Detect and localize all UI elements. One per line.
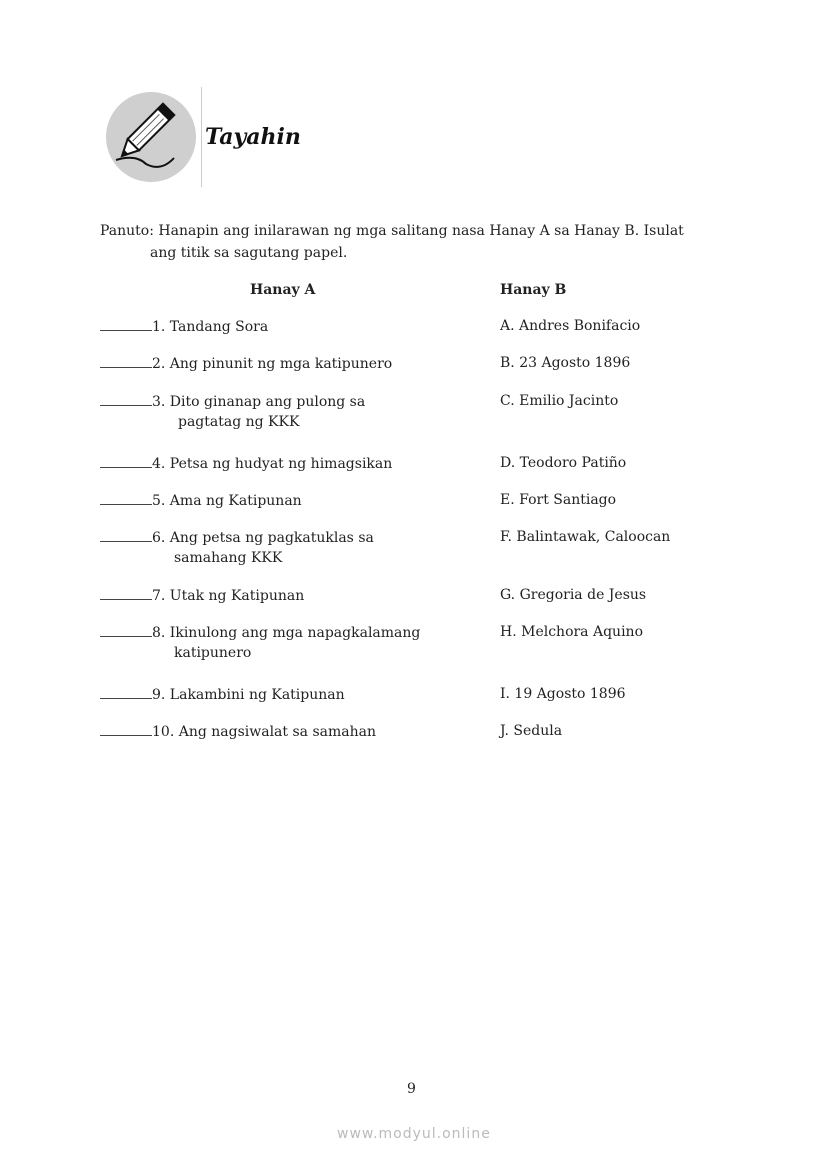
item-description: 9. Lakambini ng Katipunan: [152, 687, 345, 703]
column-a-header: Hanay A: [250, 282, 316, 298]
answer-blank[interactable]: [100, 455, 152, 468]
answer-item: [100, 624, 420, 641]
item-description: 3. Dito ginanap ang pulong sa: [152, 394, 366, 410]
choice-item: E. Fort Santiago: [500, 492, 617, 508]
answer-blank[interactable]: [100, 355, 152, 368]
choice-item: F. Balintawak, Caloocan: [500, 529, 671, 545]
item-description-cont: katipunero: [174, 645, 252, 661]
item-description: 10. Ang nagsiwalat sa samahan: [152, 724, 376, 740]
choice-item: C. Emilio Jacinto: [500, 393, 619, 409]
answer-blank[interactable]: [100, 686, 152, 699]
pencil-icon: [106, 92, 196, 182]
instructions-line-1: Panuto: Hanapin ang inilarawan ng mga salitang nasa Hanay A sa Hanay B. Isulat: [100, 223, 684, 239]
item-description: 5. Ama ng Katipunan: [152, 493, 302, 509]
answer-item: [100, 587, 304, 604]
answer-item: [100, 686, 345, 703]
section-title: Tayahin: [205, 124, 301, 150]
item-description: 4. Petsa ng hudyat ng himagsikan: [152, 456, 393, 472]
divider: [201, 87, 202, 187]
watermark: www.modyul.online: [337, 1126, 491, 1142]
answer-item: [100, 455, 392, 472]
item-description: 2. Ang pinunit ng mga katipunero: [152, 356, 393, 372]
column-b-header: Hanay B: [500, 282, 567, 298]
instructions-line-2: ang titik sa sagutang papel.: [150, 245, 348, 261]
answer-blank[interactable]: [100, 587, 152, 600]
answer-item: [100, 393, 365, 410]
item-description: 1. Tandang Sora: [152, 319, 269, 335]
answer-item: [100, 318, 268, 335]
choice-item: B. 23 Agosto 1896: [500, 355, 631, 371]
choice-item: D. Teodoro Patiño: [500, 455, 627, 471]
page-number: 9: [407, 1081, 416, 1097]
answer-blank[interactable]: [100, 393, 152, 406]
choice-item: H. Melchora Aquino: [500, 624, 643, 640]
answer-item: [100, 355, 392, 372]
choice-item: G. Gregoria de Jesus: [500, 587, 647, 603]
item-description-cont: samahang KKK: [174, 550, 283, 566]
answer-blank[interactable]: [100, 492, 152, 505]
answer-item: [100, 492, 302, 509]
item-description: 8. Ikinulong ang mga napagkalamang: [152, 625, 421, 641]
answer-item: [100, 529, 374, 546]
item-description-cont: pagtatag ng KKK: [178, 414, 300, 430]
answer-blank[interactable]: [100, 318, 152, 331]
item-description: 7. Utak ng Katipunan: [152, 588, 305, 604]
answer-blank[interactable]: [100, 723, 152, 736]
choice-item: I. 19 Agosto 1896: [500, 686, 626, 702]
choice-item: J. Sedula: [500, 723, 563, 739]
answer-blank[interactable]: [100, 529, 152, 542]
item-description: 6. Ang petsa ng pagkatuklas sa: [152, 530, 374, 546]
answer-item: [100, 723, 376, 740]
answer-blank[interactable]: [100, 624, 152, 637]
choice-item: A. Andres Bonifacio: [500, 318, 641, 334]
